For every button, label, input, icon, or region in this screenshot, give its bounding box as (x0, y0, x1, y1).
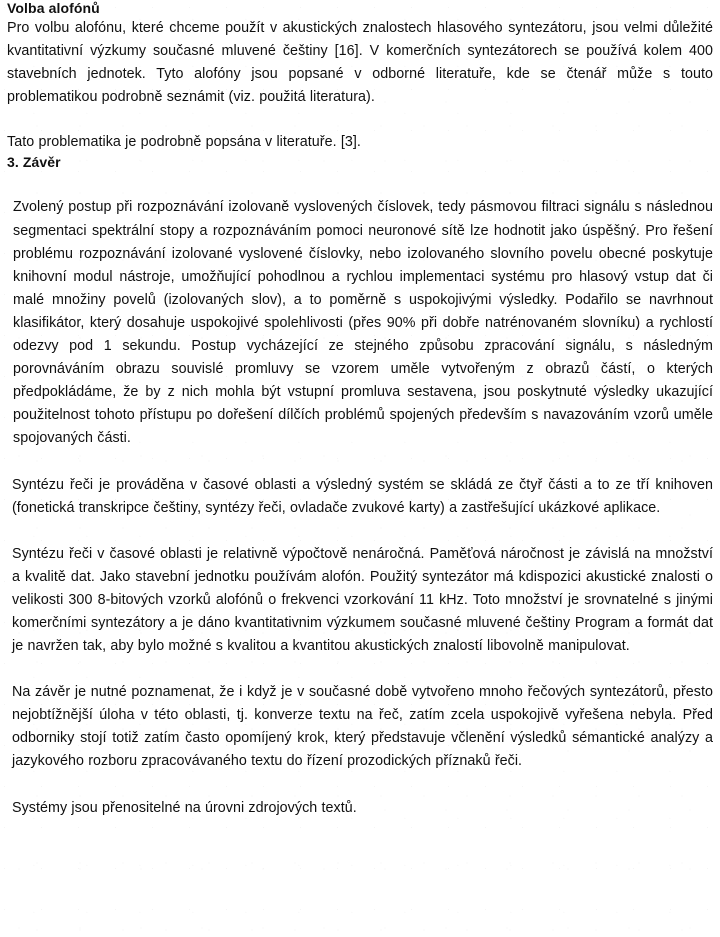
paragraph-tato-problematika: Tato problematika je podrobně popsána v literatuře. [3]. (7, 134, 361, 151)
heading-section-zaver: 3. Závěr (7, 154, 61, 171)
paragraph-zvoleny-postup: Zvolený postup při rozpoznávání izolovaně vyslovených číslovek, tedy pásmovou filtraci signálu s následnou segmentaci spektrální stopy a rozpoznáváním pomoci neuronové sítě lze hodnotit jako úspěšný. Pro řešení problému rozpoznávání izolované vyslovené číslovky, nebo izolovaného slovního povelu obecné poskytuje knihovní modul nástroje, umožňující pohodlnou a rychlou implementaci systému pro hlasový vstup dat či malé množiny povelů (izolovaných slov), a to poměrně s uspokojivými výsledky. Podařilo se navrhnout klasifikátor, který dosahuje uspokojivé spolehlivosti (přes 90% při dobře natrénovaném slovníku) a rychlostí odezvy pod 1 sekundu. Postup vycházející ze stejného způsobu zpracování signálu, s následným porovnáváním obrazu souvislé promluvy se vzorem uměle vytvořeným z obrazů částí, o kterých předpokládáme, že by z nich mohla být vstupní promluva sestavena, jsou poskytnuté výsledky ukazující použitelnost tohoto přístupu po dořešení dílčích problémů spojených především s navazováním vzorů uměle spojovaných části. (13, 199, 713, 447)
paragraph-systemy: Systémy jsou přenositelné na úrovni zdrojových textů. (12, 799, 357, 816)
paragraph-na-zaver: Na závěr je nutné poznamenat, že i když je v současné době vytvořeno mnoho řečových syntezátorů, přesto nejobtížnější úloha v této oblasti, tj. konverze textu na řeč, zatím zcela uspokojivě vyřešena nebyla. Před odborniky stojí totiž zatím často opomíjený krok, který představuje včlenění výsledků sémantické analýzy a jazykového rozboru zpracovávaného textu do řízení prozodických příznaků řeči. (12, 684, 713, 770)
paragraph-syntezu-reci-casova-oblast: Syntézu řeči je prováděna v časové oblasti a výsledný systém se skládá ze čtyř části a to ze tří knihoven (fonetická transkripce češtiny, syntézy řeči, ovladače zvukové karty) a zastřešující ukázkové aplikace. (12, 476, 713, 516)
heading-volba-alofonu: Volba alofónů (7, 0, 100, 16)
document-content (7, 0, 713, 820)
paragraph-volba-alofonu: Pro volbu alofónu, které chceme použít v akustických znalostech hlasového syntezátoru, jsou velmi důležité kvantitativní výzkumy současné mluvené češtiny [16]. V komerčních syntezátorech se používá kolem 400 stavebních jednotek. Tyto alofóny jsou popsané v odborné literatuře, kde se čtenář může s touto problematikou podrobně seznámit (viz. použitá literatura). (7, 20, 713, 106)
paragraph-syntezu-reci-narocnost: Syntézu řeči v časové oblasti je relativně výpočtově nenáročná. Paměťová náročnost je závislá na množství a kvalitě dat. Jako stavební jednotku používám alofón. Použitý syntezátor má kdispozici akustické znalosti o velikosti 300 8-bitových vzorků alofónů o frekvenci vzorkování 11 kHz. Toto množství je srovnatelné s jinými komerčními syntezátory a je dáno kvantitativnim výzkumem současné mluvené češtiny Program a formát dat je navržen tak, aby bylo možné s kvalitou a kvantitou akustických znalostí libovolně manipulovat. (12, 545, 713, 655)
